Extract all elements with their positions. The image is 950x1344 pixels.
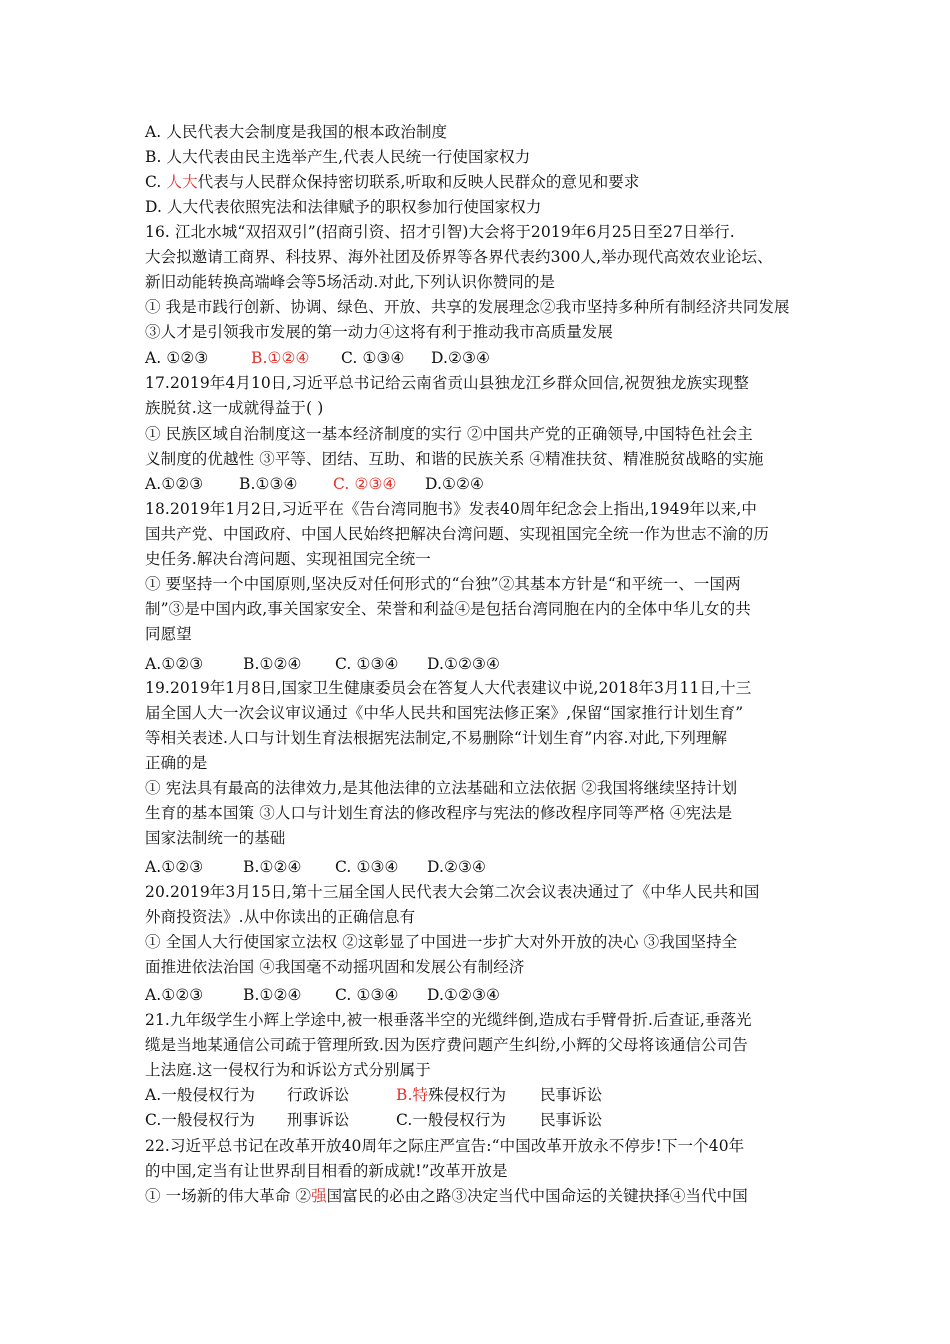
q16-line-5: ③人才是引领我市发展的第一动力④这将有利于推动我市高质量发展: [145, 323, 614, 341]
q18-option-c: C. ①③④: [335, 655, 399, 673]
q22-line-3-start: ① 一场新的伟大革命 ②: [145, 1187, 312, 1205]
q21-option-a: A.一般侵权行为: [145, 1086, 255, 1104]
q16-line-4: ① 我是市践行创新、协调、绿色、开放、共享的发展理念②我市坚持多种所有制经济共同发展: [145, 298, 790, 316]
q18-options: [145, 654, 815, 674]
q17-option-c: C. ②③④: [333, 475, 397, 493]
q18-line-5: 制”③是中国内政,事关国家安全、荣誉和利益④是包括台湾同胞在内的全体中华儿女的共: [145, 600, 751, 618]
q15-option-c-rest: 代表与人民群众保持密切联系,听取和反映人民群众的意见和要求: [197, 173, 640, 191]
q17-option-b: B.①③④: [239, 475, 298, 493]
q19-option-a: A.①②③: [145, 858, 204, 876]
q17-line-3: ① 民族区域自治制度这一基本经济制度的实行 ②中国共产党的正确领导,中国特色社会主: [145, 425, 753, 443]
q21-options-row-1: [145, 1085, 815, 1105]
q17-line-1: 17.2019年4月10日,习近平总书记给云南省贡山县独龙江乡群众回信,祝贺独龙族实现整: [145, 374, 749, 392]
q22-line-1: 22.习近平总书记在改革开放40周年之际庄严宣告:“中国改革开放永不停步!下一个40年: [145, 1137, 745, 1155]
q19-line-2: 届全国人大一次会议审议通过《中华人民共和国宪法修正案》,保留“国家推行计划生育”: [145, 704, 744, 722]
q19-option-b: B.①②④: [243, 858, 302, 876]
q21-option-b-rest: 殊侵权行为: [428, 1086, 507, 1104]
q16-option-a: A. ①②③: [145, 349, 209, 367]
q16-line-2: 大会拟邀请工商界、科技界、海外社团及侨界等各界代表约300人,举办现代高效农业论坛、: [145, 248, 773, 266]
q16-option-b: B.①②④: [251, 349, 310, 367]
q15-option-c-prefix: C.: [145, 173, 167, 191]
q20-line-3: ① 全国人大行使国家立法权 ②这彰显了中国进一步扩大对外开放的决心 ③我国坚持全: [145, 933, 738, 951]
q19-line-7: 国家法制统一的基础: [145, 829, 286, 847]
q16-line-3: 新旧动能转换高端峰会等5场活动.对此,下列认识你赞同的是: [145, 273, 556, 291]
q21-options-row-2: [145, 1110, 815, 1130]
q21-option-d: C.一般侵权行为: [396, 1111, 507, 1129]
q18-line-2: 国共产党、中国政府、中国人民始终把解决台湾问题、实现祖国完全统一作为世志不渝的历: [145, 525, 770, 543]
q20-line-2: 外商投资法》.从中你读出的正确信息有: [145, 908, 416, 926]
q22-line-3-highlight: 强: [311, 1187, 327, 1205]
q21-line-2: 缆是当地某通信公司疏于管理所致.因为医疗费问题产生纠纷,小辉的父母将该通信公司告: [145, 1036, 748, 1054]
q19-options: [145, 857, 815, 877]
q21-option-b-highlight: B.特: [396, 1086, 429, 1104]
q22-line-3: [145, 1186, 815, 1206]
q18-line-1: 18.2019年1月2日,习近平在《告台湾同胞书》发表40周年纪念会上指出,1949年以来,中: [145, 500, 757, 518]
q21-option-c-lawsuit: 刑事诉讼: [287, 1111, 350, 1129]
q15-option-b: B. 人大代表由民主选举产生,代表人民统一行使国家权力: [145, 148, 531, 166]
q17-line-4: 义制度的优越性 ③平等、团结、互助、和谐的民族关系 ④精准扶贫、精准脱贫战略的实施: [145, 450, 764, 468]
q21-line-1: 21.九年级学生小辉上学途中,被一根垂落半空的光缆绊倒,造成右手臂骨折.后查证,垂落光: [145, 1011, 752, 1029]
q15-option-c: [145, 172, 815, 192]
q21-line-3: 上法庭.这一侵权行为和诉讼方式分别属于: [145, 1061, 431, 1079]
q19-line-5: ① 宪法具有最高的法律效力,是其他法律的立法基础和立法依据 ②我国将继续坚持计划: [145, 779, 738, 797]
q17-options: [145, 474, 815, 494]
q22-line-2: 的中国,定当有让世界刮目相看的新成就!”改革开放是: [145, 1162, 508, 1180]
q20-option-c: C. ①③④: [335, 986, 399, 1004]
q18-option-b: B.①②④: [243, 655, 302, 673]
q21-option-c: C.一般侵权行为: [145, 1111, 256, 1129]
q18-option-a: A.①②③: [145, 655, 204, 673]
q18-option-d: D.①②③④: [427, 655, 500, 673]
q17-option-d: D.①②④: [425, 475, 484, 493]
q20-option-b: B.①②④: [243, 986, 302, 1004]
q18-line-3: 史任务.解决台湾问题、实现祖国完全统一: [145, 550, 431, 568]
q18-line-6: 同愿望: [145, 625, 192, 643]
q19-line-1: 19.2019年1月8日,国家卫生健康委员会在答复人大代表建议中说,2018年3月11日,十三: [145, 679, 752, 697]
q21-option-b-lawsuit: 民事诉讼: [540, 1086, 603, 1104]
q21-option-b: [396, 1085, 540, 1105]
q19-line-6: 生育的基本国策 ③人口与计划生育法的修改程序与宪法的修改程序同等严格 ④宪法是: [145, 804, 733, 822]
q22-line-3-end: 国富民的必由之路③决定当代中国命运的关键抉择④当代中国: [326, 1187, 748, 1205]
q19-line-4: 正确的是: [145, 754, 208, 772]
q16-option-c: C. ①③④: [341, 349, 405, 367]
q19-option-d: D.②③④: [427, 858, 486, 876]
q15-option-a: A. 人民代表大会制度是我国的根本政治制度: [145, 123, 448, 141]
q20-line-1: 20.2019年3月15日,第十三届全国人民代表大会第二次会议表决通过了《中华人民共和国: [145, 883, 760, 901]
q15-option-d: D. 人大代表依照宪法和法律赋予的职权参加行使国家权力: [145, 198, 542, 216]
q21-option-a-lawsuit: 行政诉讼: [287, 1086, 350, 1104]
q16-line-1: 16. 江北水城“双招双引”(招商引资、招才引智)大会将于2019年6月25日至27日举行.: [145, 223, 735, 241]
q18-line-4: ① 要坚持一个中国原则,坚决反对任何形式的“台独”②其基本方针是“和平统一、一国两: [145, 575, 741, 593]
q17-line-2: 族脱贫.这一成就得益于( ): [145, 399, 324, 417]
q20-line-4: 面推进依法治国 ④我国毫不动摇巩固和发展公有制经济: [145, 958, 525, 976]
q20-options: [145, 985, 815, 1005]
q17-option-a: A.①②③: [145, 475, 204, 493]
q20-option-a: A.①②③: [145, 986, 204, 1004]
q15-option-c-highlight: 人大: [166, 173, 198, 191]
q20-option-d: D.①②③④: [427, 986, 500, 1004]
q16-option-d: D.②③④: [431, 349, 490, 367]
q19-option-c: C. ①③④: [335, 858, 399, 876]
q21-option-d-lawsuit: 民事诉讼: [540, 1111, 603, 1129]
q16-options: [145, 348, 815, 368]
q19-line-3: 等相关表述.人口与计划生育法根据宪法制定,不易删除“计划生育”内容.对此,下列理解: [145, 729, 728, 747]
